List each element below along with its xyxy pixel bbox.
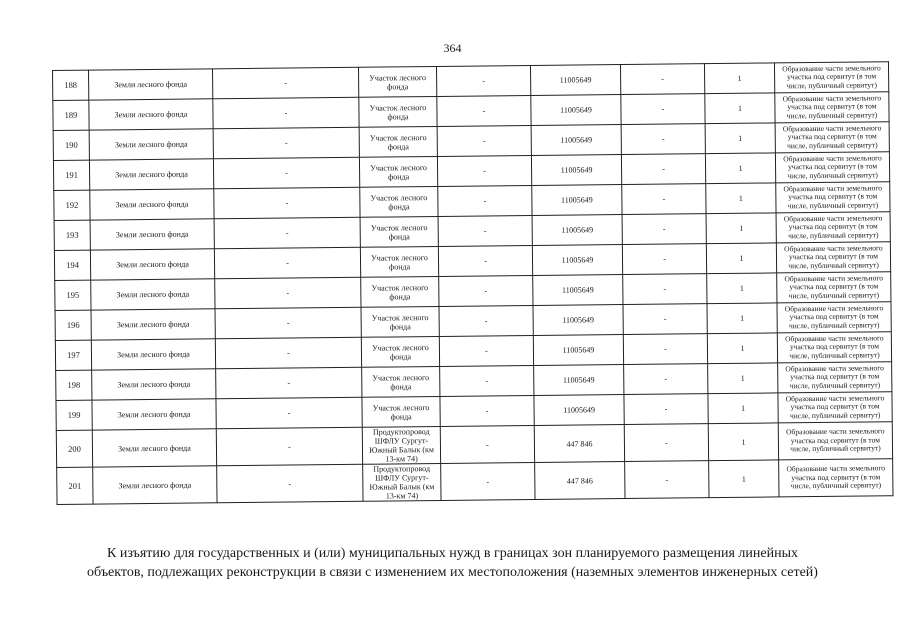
- row-number: 190: [53, 130, 89, 160]
- quantity: 1: [706, 243, 776, 274]
- empty-cell: -: [216, 397, 362, 429]
- closing-paragraph: [0, 544, 905, 582]
- purpose: Образование части земельного участка под сервитут (в том числе, публичный сервитут): [776, 212, 890, 243]
- object-code: 11005649: [533, 305, 623, 336]
- object-name: Участок лесного фонда: [358, 66, 436, 97]
- row-number: 194: [54, 250, 90, 280]
- purpose: Образование части земельного участка под сервитут (в том числе, публичный сервитут): [778, 422, 892, 460]
- object-name: Участок лесного фонда: [361, 336, 439, 367]
- purpose: Образование части земельного участка под сервитут (в том числе, публичный сервитут): [776, 242, 890, 273]
- empty-cell: -: [620, 64, 704, 95]
- empty-cell: -: [621, 154, 705, 185]
- land-category: Земли лесного фонда: [89, 129, 213, 160]
- quantity: 1: [705, 153, 775, 184]
- land-category: Земли лесного фонда: [89, 69, 213, 100]
- object-name: Участок лесного фонда: [361, 276, 439, 307]
- empty-cell: -: [437, 125, 531, 156]
- row-number: 188: [53, 70, 89, 100]
- land-category: Земли лесного фонда: [91, 279, 215, 310]
- empty-cell: -: [622, 244, 706, 275]
- row-number: 193: [54, 220, 90, 250]
- page-number: 364: [443, 41, 462, 55]
- table-row: [57, 459, 893, 505]
- quantity: 1: [705, 123, 775, 154]
- empty-cell: -: [438, 185, 532, 216]
- purpose: Образование части земельного участка под сервитут (в том числе, публичный сервитут): [775, 92, 889, 123]
- purpose: Образование части земельного участка под сервитут (в том числе, публичный сервитут): [774, 62, 888, 93]
- purpose: Образование части земельного участка под сервитут (в том числе, публичный сервитут): [775, 122, 889, 153]
- empty-cell: -: [213, 127, 359, 159]
- empty-cell: -: [439, 275, 533, 306]
- empty-cell: -: [214, 247, 360, 279]
- object-name: Участок лесного фонда: [359, 96, 437, 127]
- object-code: 447 846: [534, 425, 624, 463]
- row-number: 195: [55, 280, 91, 310]
- land-table-wrapper: [52, 61, 897, 505]
- land-category: Земли лесного фонда: [92, 399, 216, 430]
- object-name: Участок лесного фонда: [361, 306, 439, 337]
- land-category: Земли лесного фонда: [89, 99, 213, 130]
- empty-cell: -: [440, 365, 534, 396]
- quantity: 1: [706, 183, 776, 214]
- empty-cell: -: [216, 367, 362, 399]
- object-code: 11005649: [531, 95, 621, 126]
- quantity: 1: [704, 63, 774, 94]
- empty-cell: -: [213, 97, 359, 129]
- empty-cell: -: [215, 307, 361, 339]
- land-table: [52, 61, 894, 505]
- purpose: Образование части земельного участка под сервитут (в том числе, публичный сервитут): [775, 152, 889, 183]
- object-name: Продуктопровод ШФЛУ Сургут-Южный Балык (км 13-км 74): [362, 426, 440, 464]
- object-code: 11005649: [532, 245, 622, 276]
- purpose: Образование части земельного участка под сервитут (в том числе, публичный сервитут): [777, 272, 891, 303]
- row-number: 200: [56, 430, 92, 467]
- row-number: 191: [53, 160, 89, 190]
- object-code: 11005649: [533, 275, 623, 306]
- land-category: Земли лесного фонда: [91, 339, 215, 370]
- quantity: 1: [706, 213, 776, 244]
- closing-line-1: К изъятию для государственных и (или) муниципальных нужд в границах зон планируемого размещения линейных: [106, 546, 798, 561]
- row-number: 189: [53, 100, 89, 130]
- empty-cell: -: [215, 337, 361, 369]
- empty-cell: -: [439, 335, 533, 366]
- empty-cell: -: [436, 65, 530, 96]
- object-code: 11005649: [533, 335, 623, 366]
- empty-cell: -: [212, 67, 358, 99]
- empty-cell: -: [621, 94, 705, 125]
- object-code: 11005649: [532, 215, 622, 246]
- empty-cell: -: [216, 427, 362, 466]
- quantity: 1: [708, 393, 778, 424]
- quantity: 1: [708, 363, 778, 394]
- empty-cell: -: [215, 277, 361, 309]
- row-number: 196: [55, 310, 91, 340]
- empty-cell: -: [623, 274, 707, 305]
- land-category: Земли лесного фонда: [92, 369, 216, 400]
- land-category: Земли лесного фонда: [93, 466, 217, 504]
- row-number: 198: [56, 370, 92, 400]
- empty-cell: -: [438, 215, 532, 246]
- object-code: 11005649: [534, 365, 624, 396]
- empty-cell: -: [621, 124, 705, 155]
- purpose: Образование части земельного участка под сервитут (в том числе, публичный сервитут): [777, 332, 891, 363]
- quantity: 1: [708, 423, 778, 461]
- object-name: Участок лесного фонда: [360, 186, 438, 217]
- object-name: Продуктопровод ШФЛУ Сургут-Южный Балык (км 13-км 74): [363, 463, 441, 501]
- purpose: Образование части земельного участка под сервитут (в том числе, публичный сервитут): [778, 362, 892, 393]
- empty-cell: -: [213, 157, 359, 189]
- quantity: 1: [707, 273, 777, 304]
- object-code: 11005649: [531, 155, 621, 186]
- empty-cell: -: [439, 305, 533, 336]
- object-name: Участок лесного фонда: [360, 216, 438, 247]
- object-code: 11005649: [534, 395, 624, 426]
- object-name: Участок лесного фонда: [359, 156, 437, 187]
- row-number: 199: [56, 400, 92, 430]
- empty-cell: -: [625, 461, 709, 499]
- quantity: 1: [705, 93, 775, 124]
- closing-line-2: объектов, подлежащих реконструкции в связи с изменением их местоположения (наземных элементов инженерных сетей): [87, 565, 818, 580]
- empty-cell: -: [622, 214, 706, 245]
- empty-cell: -: [217, 464, 363, 503]
- land-category: Земли лесного фонда: [90, 219, 214, 250]
- purpose: Образование части земельного участка под сервитут (в том числе, публичный сервитут): [776, 182, 890, 213]
- object-code: 11005649: [530, 65, 620, 96]
- object-name: Участок лесного фонда: [359, 126, 437, 157]
- land-category: Земли лесного фонда: [90, 189, 214, 220]
- empty-cell: -: [441, 462, 535, 500]
- quantity: 1: [707, 333, 777, 364]
- land-category: Земли лесного фонда: [89, 159, 213, 190]
- empty-cell: -: [622, 184, 706, 215]
- object-code: 11005649: [532, 185, 622, 216]
- object-code: 11005649: [531, 125, 621, 156]
- purpose: Образование части земельного участка под сервитут (в том числе, публичный сервитут): [778, 392, 892, 423]
- row-number: 192: [54, 190, 90, 220]
- empty-cell: -: [214, 187, 360, 219]
- empty-cell: -: [624, 394, 708, 425]
- row-number: 201: [57, 467, 93, 504]
- empty-cell: -: [624, 364, 708, 395]
- empty-cell: -: [624, 424, 708, 462]
- empty-cell: -: [623, 304, 707, 335]
- empty-cell: -: [214, 217, 360, 249]
- object-code: 447 846: [535, 462, 625, 500]
- empty-cell: -: [440, 395, 534, 426]
- purpose: Образование части земельного участка под сервитут (в том числе, публичный сервитут): [777, 302, 891, 333]
- object-name: Участок лесного фонда: [360, 246, 438, 277]
- land-category: Земли лесного фонда: [92, 429, 216, 467]
- row-number: 197: [55, 340, 91, 370]
- empty-cell: -: [437, 155, 531, 186]
- land-category: Земли лесного фонда: [91, 309, 215, 340]
- quantity: 1: [707, 303, 777, 334]
- object-name: Участок лесного фонда: [362, 396, 440, 427]
- empty-cell: -: [437, 95, 531, 126]
- land-category: Земли лесного фонда: [90, 249, 214, 280]
- empty-cell: -: [440, 425, 534, 463]
- purpose: Образование части земельного участка под сервитут (в том числе, публичный сервитут): [779, 459, 893, 497]
- empty-cell: -: [438, 245, 532, 276]
- object-name: Участок лесного фонда: [362, 366, 440, 397]
- empty-cell: -: [623, 334, 707, 365]
- quantity: 1: [709, 460, 779, 498]
